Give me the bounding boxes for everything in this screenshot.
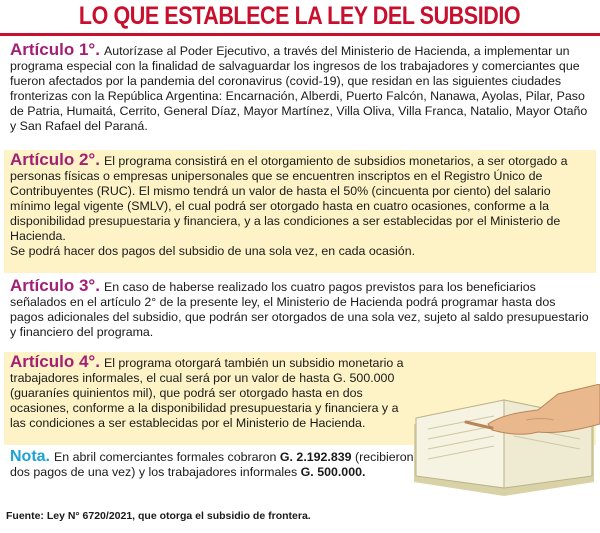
note-text-a: En abril comerciantes formales cobraron bbox=[54, 450, 277, 464]
article-3 bbox=[4, 276, 596, 350]
article-1-label: Artículo 1°. bbox=[10, 40, 100, 59]
article-2 bbox=[4, 150, 596, 273]
article-1 bbox=[4, 40, 596, 148]
article-3-label: Artículo 3°. bbox=[10, 276, 100, 295]
note-amount-b: G. 500.000. bbox=[300, 465, 366, 479]
note-text-b: (recibieron dos pagos de una vez) y los trabajadores informales bbox=[10, 450, 414, 479]
article-2-label: Artículo 2°. bbox=[10, 150, 100, 169]
article-1-text: Autorízase al Poder Ejecutivo, a través del Ministerio de Hacienda, a implementar un programa especial con la finalidad de salvaguardar los ingresos de los trabajadores y comerciantes que fueron afectados por la pandemia del coronavirus (covid-19), que residan en las siguientes ciudades fronterizas con la República Argentina: Encarnación, Alberdi, Puerto Falcón, Nanawa, Ayolas, Pilar, Paso de Patria, Humaitá, Cerrito, General Díaz, Mayor Martínez, Villa Oliva, Villa Franca, Natalio, Mayor Otaño y San Rafael del Paraná. bbox=[10, 44, 588, 133]
article-2-extra: Se podrá hacer dos pagos del subsidio de una sola vez, en cada ocasión. bbox=[10, 244, 416, 258]
article-3-text: En caso de haberse realizado los cuatro pagos previstos para los beneficiarios señalados en el artículo 2° de la presente ley, el Ministerio de Hacienda podrá programar hasta dos pagos adicionales del subsidio, que podrán ser otorgados de una sola vez, sujeto al saldo presupuestario y financiero del programa. bbox=[10, 280, 589, 339]
source-note: Fuente: Ley N° 6720/2021, que otorga el subsidio de frontera. bbox=[6, 510, 311, 522]
note-amount-a: G. 2.192.839 bbox=[279, 450, 352, 464]
article-2-text: El programa consistirá en el otorgamiento de subsidios monetarios, a ser otorgado a personas físicas o empresas unipersonales que se encuentren inscriptos en el Registro Único de Contribuyentes (RUC). El mismo tendrá un valor de hasta el 50% (cincuenta por ciento) del salario mínimo legal vigente (SMLV), el cual podrá ser otorgado hasta en cuatro ocasiones, conforme a la disponibilidad presupuestaria y financiera, y a las condiciones a ser establecidas por el Ministerio de Hacienda. bbox=[10, 154, 568, 243]
article-4-label: Artículo 4°. bbox=[10, 352, 100, 371]
article-4-text: El programa otorgará también un subsidio monetario a trabajadores informales, el cual será por un valor de hasta G. 500.000 (guaraníes quinientos mil), que podrá ser otorgado hasta en dos ocasiones, conforme a la disponibilidad presupuestaria y financiera y a las condiciones a ser establecidas por el Ministerio de Hacienda. bbox=[10, 356, 404, 430]
note-label: Nota. bbox=[10, 448, 50, 465]
header bbox=[0, 0, 600, 36]
book-hand-icon bbox=[408, 384, 600, 498]
page-title: LO QUE ESTABLECE LA LEY DEL SUBSIDIO bbox=[79, 2, 521, 30]
